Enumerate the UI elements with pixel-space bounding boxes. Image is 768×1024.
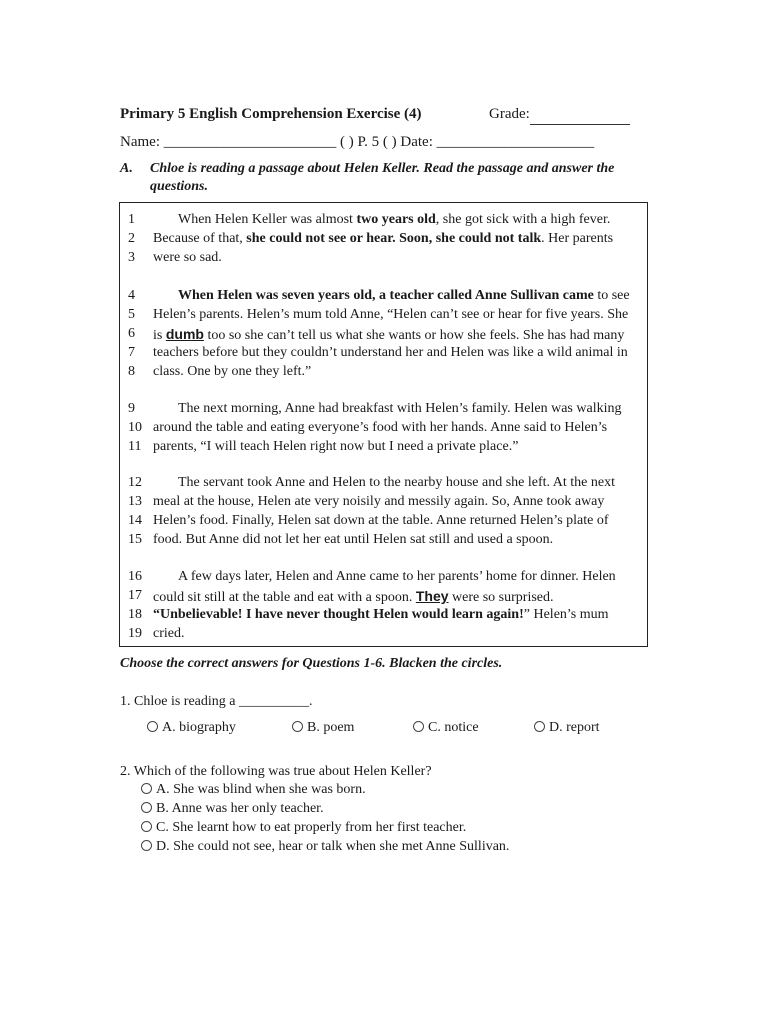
section-a-heading (120, 160, 640, 196)
q2-option-d[interactable]: D. She could not see, hear or talk when she met Anne Sullivan. (141, 839, 509, 855)
line-text: is dumb too so she can’t tell us what she wants or how she feels. She has had many (153, 326, 625, 343)
line-number: 1 (128, 212, 135, 227)
underlined-word-they: They (415, 588, 449, 604)
line-text: cried. (153, 626, 185, 641)
question-1: 1. Chloe is reading a __________. (120, 694, 313, 709)
line-number: 4 (128, 288, 135, 303)
line-text: A few days later, Helen and Anne came to her parents’ home for dinner. Helen (178, 569, 616, 584)
radio-circle-icon[interactable] (141, 840, 152, 851)
line-number: 18 (128, 607, 142, 622)
line-number: 6 (128, 326, 135, 341)
line-number: 9 (128, 401, 135, 416)
line-text: could sit still at the table and eat with a spoon. They were so surprised. (153, 588, 554, 605)
section-instruction: Chloe is reading a passage about Helen Keller. Read the passage and answer the questions. (150, 161, 615, 194)
line-text: teachers before but they couldn’t understand her and Helen was like a wild animal in (153, 345, 628, 360)
line-text: “Unbelievable! I have never thought Helen would learn again!” Helen’s mum (153, 607, 609, 622)
line-number: 11 (128, 439, 142, 454)
line-number: 17 (128, 588, 142, 603)
line-number: 8 (128, 364, 135, 379)
line-text: Because of that, she could not see or hear. Soon, she could not talk. Her parents (153, 231, 614, 246)
line-number: 2 (128, 231, 135, 246)
radio-circle-icon[interactable] (534, 721, 545, 732)
line-text: Helen’s food. Finally, Helen sat down at the table. Anne returned Helen’s plate of (153, 513, 609, 528)
radio-circle-icon[interactable] (147, 721, 158, 732)
q2-option-a[interactable]: A. She was blind when she was born. (141, 782, 366, 798)
line-number: 13 (128, 494, 142, 509)
q2-option-c[interactable]: C. She learnt how to eat properly from her first teacher. (141, 820, 466, 836)
line-number: 10 (128, 420, 142, 435)
grade-blank[interactable] (530, 124, 630, 125)
worksheet-title: Primary 5 English Comprehension Exercise (4) (120, 106, 422, 122)
underlined-word-dumb: dumb (165, 326, 204, 342)
line-number: 5 (128, 307, 135, 322)
line-text: The next morning, Anne had breakfast with Helen’s family. Helen was walking (178, 401, 622, 416)
radio-circle-icon[interactable] (292, 721, 303, 732)
q1-option-d[interactable]: D. report (534, 720, 600, 736)
line-text: Helen’s parents. Helen’s mum told Anne, “Helen can’t see or hear for five years. She (153, 307, 629, 322)
name-class-date-row: Name: _______________________ ( ) P. 5 ( ) Date: _____________________ (120, 134, 595, 150)
radio-circle-icon[interactable] (141, 821, 152, 832)
line-number: 14 (128, 513, 142, 528)
line-number: 12 (128, 475, 142, 490)
section-letter: A. (120, 161, 133, 176)
question-2: 2. Which of the following was true about Helen Keller? (120, 764, 432, 779)
q2-option-b[interactable]: B. Anne was her only teacher. (141, 801, 324, 817)
line-text: When Helen Keller was almost two years old, she got sick with a high fever. (178, 212, 611, 227)
radio-circle-icon[interactable] (413, 721, 424, 732)
q1-option-a[interactable]: A. biography (147, 720, 236, 736)
line-number: 16 (128, 569, 142, 584)
q1-option-c[interactable]: C. notice (413, 720, 479, 736)
line-text: When Helen was seven years old, a teacher called Anne Sullivan came to see (178, 288, 630, 303)
radio-circle-icon[interactable] (141, 783, 152, 794)
line-text: meal at the house, Helen ate very noisily and messily again. So, Anne took away (153, 494, 605, 509)
q1-option-b[interactable]: B. poem (292, 720, 354, 736)
grade-label: Grade: (489, 106, 530, 122)
line-text: parents, “I will teach Helen right now but I need a private place.” (153, 439, 519, 454)
questions-instruction: Choose the correct answers for Questions 1-6. Blacken the circles. (120, 656, 503, 671)
line-text: class. One by one they left.” (153, 364, 312, 379)
line-number: 7 (128, 345, 135, 360)
line-number: 15 (128, 532, 142, 547)
line-text: were so sad. (153, 250, 222, 265)
line-text: food. But Anne did not let her eat until Helen sat still and used a spoon. (153, 532, 554, 547)
radio-circle-icon[interactable] (141, 802, 152, 813)
line-number: 3 (128, 250, 135, 265)
line-text: around the table and eating everyone’s food with her hands. Anne said to Helen’s (153, 420, 608, 435)
line-text: The servant took Anne and Helen to the nearby house and she left. At the next (178, 475, 615, 490)
passage-box (119, 202, 648, 647)
line-number: 19 (128, 626, 142, 641)
